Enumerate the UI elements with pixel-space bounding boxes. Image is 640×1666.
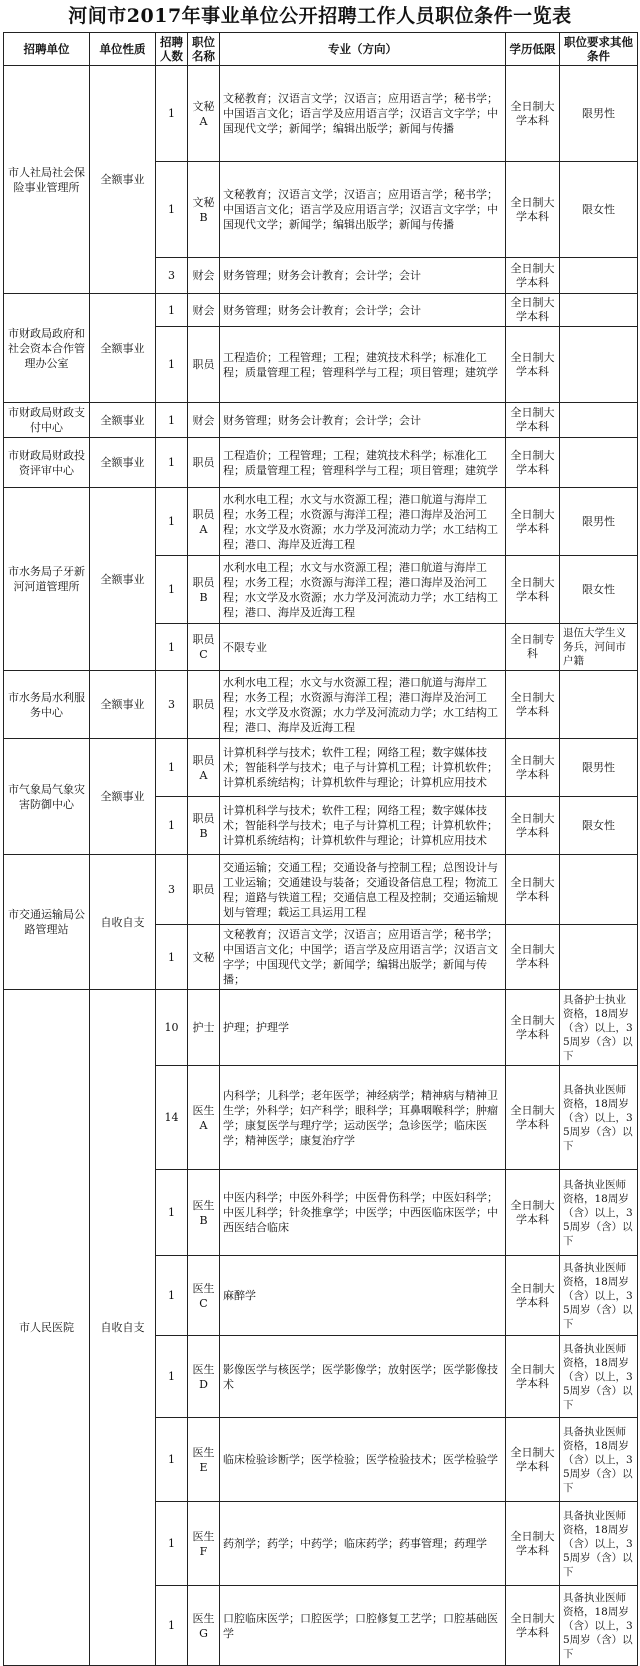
edu-cell: 全日制大学本科 <box>506 403 560 438</box>
count-cell: 1 <box>156 294 188 327</box>
req-cell <box>560 438 638 488</box>
req-cell: 具备执业医师资格，18周岁（含）以上，35周岁（含）以下 <box>560 1170 638 1256</box>
req-cell: 具备执业医师资格，18周岁（含）以上，35周岁（含）以下 <box>560 1586 638 1666</box>
req-cell: 限女性 <box>560 162 638 258</box>
edu-cell: 全日制大学本科 <box>506 258 560 294</box>
position-cell: 文秘A <box>188 66 220 162</box>
nature-cell: 自收自支 <box>90 990 156 1666</box>
position-cell: 财会 <box>188 403 220 438</box>
unit-cell: 市交通运输局公路管理站 <box>4 855 90 990</box>
edu-cell: 全日制大学本科 <box>506 925 560 990</box>
edu-cell: 全日制大学本科 <box>506 855 560 925</box>
position-cell: 医生C <box>188 1256 220 1336</box>
count-cell: 1 <box>156 66 188 162</box>
req-cell: 限女性 <box>560 556 638 624</box>
position-cell: 医生E <box>188 1418 220 1502</box>
header-nature: 单位性质 <box>90 33 156 66</box>
count-cell: 3 <box>156 855 188 925</box>
page-title: 河间市2017年事业单位公开招聘工作人员职位条件一览表 <box>68 5 572 27</box>
req-cell <box>560 855 638 925</box>
position-cell: 医生F <box>188 1502 220 1586</box>
position-cell: 财会 <box>188 294 220 327</box>
count-cell: 1 <box>156 438 188 488</box>
nature-cell: 全额事业 <box>90 739 156 855</box>
table-row <box>4 66 638 162</box>
position-cell: 医生A <box>188 1066 220 1170</box>
req-cell <box>560 403 638 438</box>
edu-cell: 全日制大学本科 <box>506 162 560 258</box>
major-cell: 计算机科学与技术；软件工程；网络工程；数字媒体技术；智能科学与技术；电子与计算机工程；计算机软件；计算机系统结构；计算机软件与理论；计算机应用技术 <box>220 797 506 855</box>
position-cell: 文秘B <box>188 162 220 258</box>
major-cell: 文秘教育；汉语言文学；汉语言；应用语言学；秘书学；中国语言文化；语言学及应用语言学；汉语言文字学；中国现代文学；新闻学；编辑出版学；新闻与传播 <box>220 66 506 162</box>
header-edu: 学历低限 <box>506 33 560 66</box>
major-cell: 工程造价；工程管理；工程；建筑技术科学；标准化工程；质量管理工程；管理科学与工程；项目管理；建筑学 <box>220 438 506 488</box>
major-cell: 财务管理；财务会计教育；会计学；会计 <box>220 294 506 327</box>
header-unit: 招聘单位 <box>4 33 90 66</box>
req-cell: 限男性 <box>560 488 638 556</box>
header-req: 职位要求其他条件 <box>560 33 638 66</box>
major-cell: 麻醉学 <box>220 1256 506 1336</box>
nature-cell: 全额事业 <box>90 294 156 403</box>
table-row <box>4 438 638 488</box>
count-cell: 1 <box>156 162 188 258</box>
count-cell: 1 <box>156 1256 188 1336</box>
count-cell: 14 <box>156 1066 188 1170</box>
edu-cell: 全日制大学本科 <box>506 739 560 797</box>
req-cell: 具备执业医师资格，18周岁（含）以上，35周岁（含）以下 <box>560 1418 638 1502</box>
count-cell: 1 <box>156 1170 188 1256</box>
position-cell: 财会 <box>188 258 220 294</box>
req-cell <box>560 258 638 294</box>
edu-cell: 全日制大学本科 <box>506 438 560 488</box>
major-cell: 护理；护理学 <box>220 990 506 1066</box>
edu-cell: 全日制大学本科 <box>506 327 560 403</box>
major-cell: 不限专业 <box>220 624 506 671</box>
edu-cell: 全日制专科 <box>506 624 560 671</box>
nature-cell: 全额事业 <box>90 403 156 438</box>
unit-cell: 市气象局气象灾害防御中心 <box>4 739 90 855</box>
count-cell: 1 <box>156 1586 188 1666</box>
major-cell: 工程造价；工程管理；工程；建筑技术科学；标准化工程；质量管理工程；管理科学与工程；项目管理；建筑学 <box>220 327 506 403</box>
major-cell: 文秘教育；汉语言文学；汉语言；应用语言学；秘书学；中国语言文化；中国学；语言学及应用语言学；汉语言文字学；中国现代文学；新闻学；编辑出版学；新闻与传播； <box>220 925 506 990</box>
unit-cell: 市人民医院 <box>4 990 90 1666</box>
req-cell: 具备执业医师资格，18周岁（含）以上，35周岁（含）以下 <box>560 1336 638 1418</box>
count-cell: 1 <box>156 403 188 438</box>
edu-cell: 全日制大学本科 <box>506 671 560 739</box>
position-cell: 职员 <box>188 438 220 488</box>
position-cell: 职员 <box>188 327 220 403</box>
edu-cell: 全日制大学本科 <box>506 556 560 624</box>
table-row <box>4 855 638 925</box>
major-cell: 文秘教育；汉语言文学；汉语言；应用语言学；秘书学；中国语言文化；语言学及应用语言学；汉语言文字学；中国现代文学；新闻学；编辑出版学；新闻与传播 <box>220 162 506 258</box>
major-cell: 临床检验诊断学；医学检验；医学检验技术；医学检验学 <box>220 1418 506 1502</box>
nature-cell: 全额事业 <box>90 438 156 488</box>
unit-cell: 市人社局社会保险事业管理所 <box>4 66 90 294</box>
req-cell: 具备执业医师资格，18周岁（含）以上，35周岁（含）以下 <box>560 1502 638 1586</box>
count-cell: 1 <box>156 1502 188 1586</box>
unit-cell: 市水务局水利服务中心 <box>4 671 90 739</box>
major-cell: 财务管理；财务会计教育；会计学；会计 <box>220 403 506 438</box>
unit-cell: 市水务局子牙新河河道管理所 <box>4 488 90 671</box>
req-cell: 具备执业医师资格，18周岁（含）以上，35周岁（含）以下 <box>560 1066 638 1170</box>
count-cell: 1 <box>156 925 188 990</box>
edu-cell: 全日制大学本科 <box>506 488 560 556</box>
positions-table <box>3 32 638 1666</box>
req-cell <box>560 671 638 739</box>
major-cell: 药剂学；药学；中药学；临床药学；药事管理；药理学 <box>220 1502 506 1586</box>
count-cell: 1 <box>156 1418 188 1502</box>
position-cell: 护士 <box>188 990 220 1066</box>
count-cell: 1 <box>156 488 188 556</box>
edu-cell: 全日制大学本科 <box>506 1066 560 1170</box>
position-cell: 医生B <box>188 1170 220 1256</box>
edu-cell: 全日制大学本科 <box>506 1502 560 1586</box>
edu-cell: 全日制大学本科 <box>506 1586 560 1666</box>
position-cell: 文秘 <box>188 925 220 990</box>
count-cell: 1 <box>156 327 188 403</box>
unit-cell: 市财政局财政投资评审中心 <box>4 438 90 488</box>
major-cell: 水利水电工程；水文与水资源工程；港口航道与海岸工程；水务工程；水资源与海洋工程；港口海岸及治河工程；水文学及水资源；水力学及河流动力学；水工结构工程；港口、海岸及近海工程 <box>220 488 506 556</box>
req-cell <box>560 925 638 990</box>
edu-cell: 全日制大学本科 <box>506 1418 560 1502</box>
count-cell: 10 <box>156 990 188 1066</box>
position-cell: 医生D <box>188 1336 220 1418</box>
req-cell: 限男性 <box>560 66 638 162</box>
nature-cell: 全额事业 <box>90 66 156 294</box>
position-cell: 职员A <box>188 739 220 797</box>
nature-cell: 全额事业 <box>90 671 156 739</box>
major-cell: 中医内科学；中医外科学；中医骨伤科学；中医妇科学；中医儿科学；针灸推拿学；中医学；中西医临床医学；中西医结合临床 <box>220 1170 506 1256</box>
position-cell: 职员 <box>188 855 220 925</box>
count-cell: 1 <box>156 624 188 671</box>
nature-cell: 全额事业 <box>90 488 156 671</box>
unit-cell: 市财政局财政支付中心 <box>4 403 90 438</box>
req-cell: 限女性 <box>560 797 638 855</box>
count-cell: 1 <box>156 556 188 624</box>
count-cell: 1 <box>156 1336 188 1418</box>
position-cell: 职员C <box>188 624 220 671</box>
count-cell: 1 <box>156 739 188 797</box>
major-cell: 财务管理；财务会计教育；会计学；会计 <box>220 258 506 294</box>
edu-cell: 全日制大学本科 <box>506 1336 560 1418</box>
header-row <box>4 33 638 66</box>
major-cell: 内科学；儿科学；老年医学；神经病学；精神病与精神卫生学；外科学；妇产科学；眼科学；耳鼻咽喉科学；肿瘤学；康复医学与理疗学；运动医学；急诊医学；临床医学；精神医学；康复治疗学 <box>220 1066 506 1170</box>
count-cell: 3 <box>156 258 188 294</box>
nature-cell: 自收自支 <box>90 855 156 990</box>
major-cell: 水利水电工程；水文与水资源工程；港口航道与海岸工程；水务工程；水资源与海洋工程；港口海岸及治河工程；水文学及水资源；水力学及河流动力学；水工结构工程；港口、海岸及近海工程 <box>220 556 506 624</box>
major-cell: 影像医学与核医学；医学影像学；放射医学；医学影像技术 <box>220 1336 506 1418</box>
table-row <box>4 990 638 1066</box>
position-cell: 职员B <box>188 797 220 855</box>
header-major: 专业（方向） <box>220 33 506 66</box>
req-cell: 具备执业医师资格，18周岁（含）以上，35周岁（含）以下 <box>560 1256 638 1336</box>
position-cell: 医生G <box>188 1586 220 1666</box>
edu-cell: 全日制大学本科 <box>506 1170 560 1256</box>
table-row <box>4 294 638 327</box>
header-count: 招聘人数 <box>156 33 188 66</box>
position-cell: 职员 <box>188 671 220 739</box>
header-position: 职位名称 <box>188 33 220 66</box>
edu-cell: 全日制大学本科 <box>506 294 560 327</box>
req-cell: 限男性 <box>560 739 638 797</box>
edu-cell: 全日制大学本科 <box>506 797 560 855</box>
table-row <box>4 488 638 556</box>
major-cell: 计算机科学与技术；软件工程；网络工程；数字媒体技术；智能科学与技术；电子与计算机工程；计算机软件；计算机系统结构；计算机软件与理论；计算机应用技术 <box>220 739 506 797</box>
major-cell: 口腔临床医学；口腔医学；口腔修复工艺学；口腔基础医学 <box>220 1586 506 1666</box>
req-cell <box>560 294 638 327</box>
position-cell: 职员B <box>188 556 220 624</box>
req-cell <box>560 327 638 403</box>
edu-cell: 全日制大学本科 <box>506 1256 560 1336</box>
req-cell: 退伍大学生义务兵，河间市户籍 <box>560 624 638 671</box>
req-cell: 具备护士执业资格，18周岁（含）以上，35周岁（含）以下 <box>560 990 638 1066</box>
count-cell: 1 <box>156 797 188 855</box>
major-cell: 交通运输；交通工程；交通设备与控制工程；总图设计与工业运输；交通建设与装备；交通设备信息工程；物流工程；道路与铁道工程；交通信息工程及控制；交通运输规划与管理；载运工具运用工程 <box>220 855 506 925</box>
table-row <box>4 739 638 797</box>
count-cell: 3 <box>156 671 188 739</box>
edu-cell: 全日制大学本科 <box>506 66 560 162</box>
table-row <box>4 403 638 438</box>
position-cell: 职员A <box>188 488 220 556</box>
table-row <box>4 671 638 739</box>
edu-cell: 全日制大学本科 <box>506 990 560 1066</box>
major-cell: 水利水电工程；水文与水资源工程；港口航道与海岸工程；水务工程；水资源与海洋工程；港口海岸及治河工程；水文学及水资源；水力学及河流动力学；水工结构工程；港口、海岸及近海工程 <box>220 671 506 739</box>
unit-cell: 市财政局政府和社会资本合作管理办公室 <box>4 294 90 403</box>
